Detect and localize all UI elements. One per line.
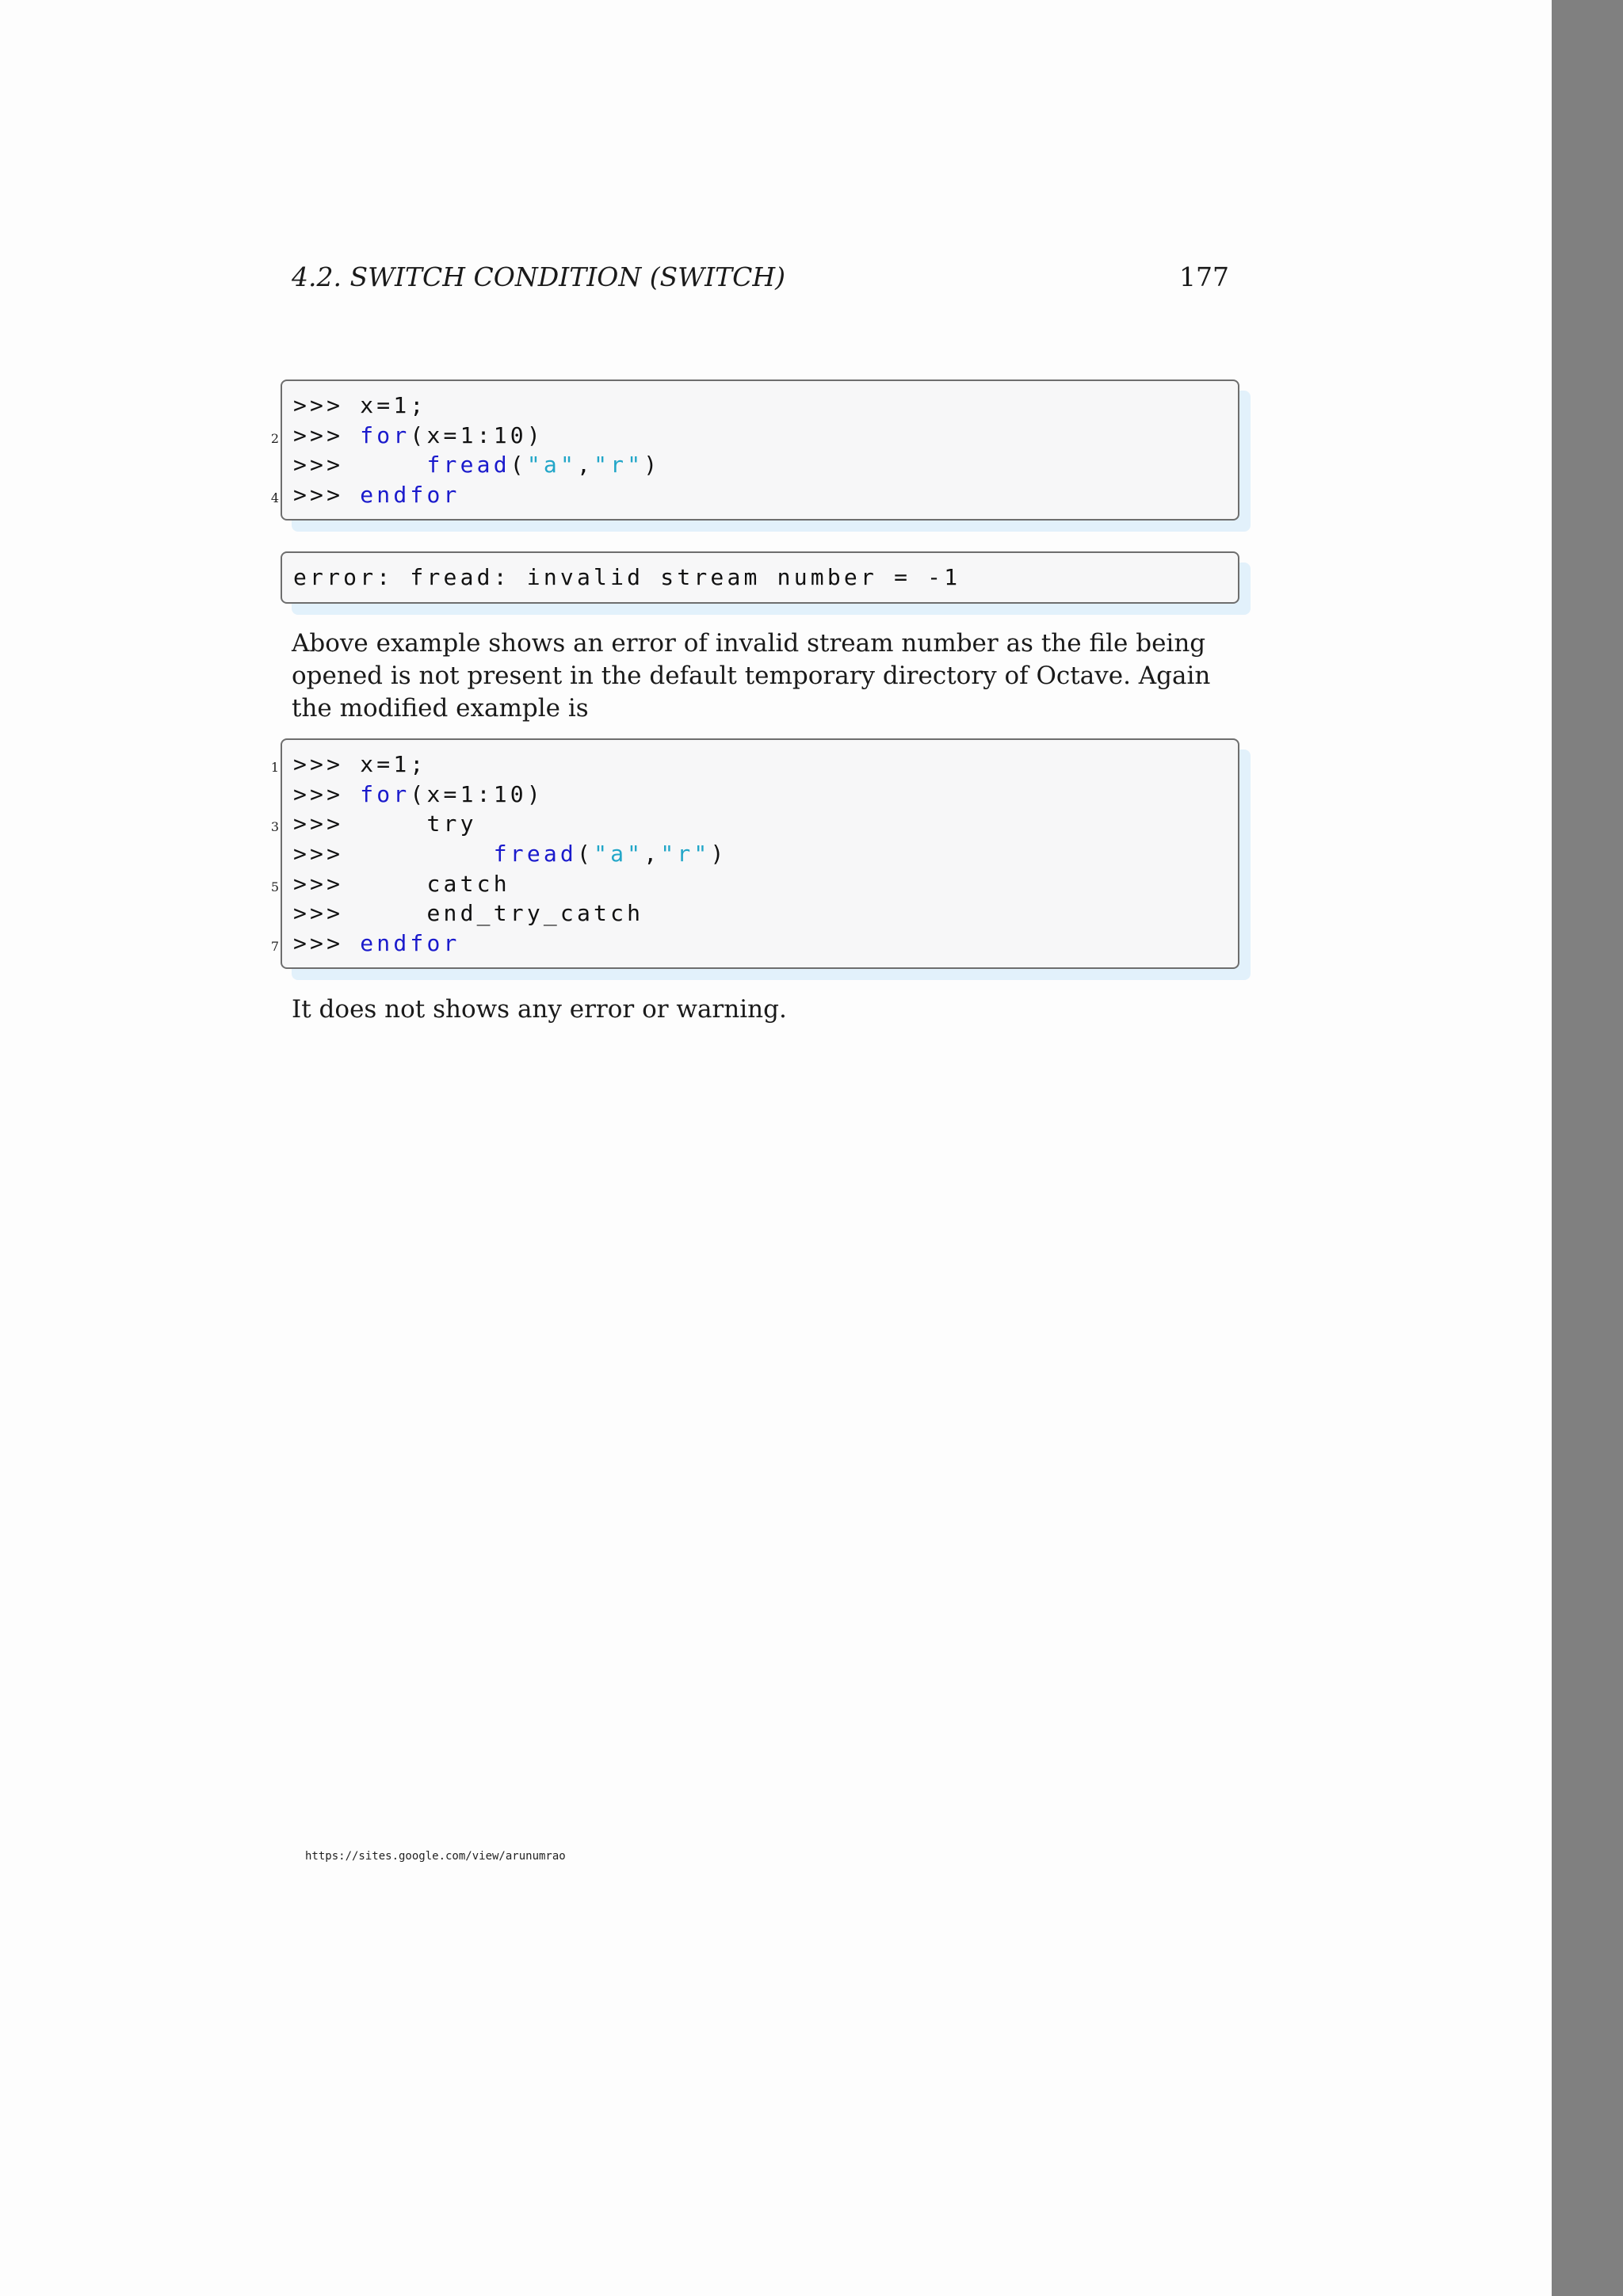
paragraph-conclusion: It does not shows any error or warning. — [292, 995, 787, 1024]
code-line — [293, 780, 727, 810]
prompt: >>> — [293, 810, 427, 837]
code-text: catch — [426, 870, 510, 897]
code-text: ) — [710, 841, 727, 868]
prompt: >>> — [293, 870, 427, 897]
code-line — [293, 391, 660, 421]
code-text: , — [577, 452, 594, 479]
code-keyword: fread — [426, 452, 510, 479]
prompt: >>> — [293, 841, 494, 868]
code-string: "a" — [526, 452, 578, 479]
output-box — [281, 551, 1239, 604]
line-number: 1 — [270, 760, 279, 775]
code-text: try — [426, 810, 477, 837]
code-keyword: endfor — [360, 930, 460, 957]
code-text: end_try_catch — [426, 900, 644, 927]
code-text: ( — [510, 452, 527, 479]
footer-url[interactable]: https://sites.google.com/view/arunumrao — [305, 1850, 566, 1863]
paragraph-explanation: Above example shows an error of invalid stream number as the file being opened is not present in the default temporary directory of Octave. Again the modified example is — [292, 629, 1211, 723]
code-line — [270, 929, 727, 959]
prompt: >>> — [293, 930, 361, 957]
code-line — [270, 421, 660, 451]
prompt: >>> — [293, 392, 361, 418]
code-text: (x=1:10) — [410, 421, 544, 448]
code-listing-2 — [270, 738, 1239, 969]
code-line — [293, 898, 727, 929]
running-header — [292, 261, 1229, 298]
viewer-side-gutter — [1552, 0, 1623, 2296]
line-number: 5 — [270, 879, 279, 894]
code-line — [270, 749, 727, 780]
code-lines — [270, 391, 661, 510]
prompt: >>> — [293, 780, 361, 807]
code-line — [270, 480, 660, 510]
code-text: x=1; — [360, 751, 427, 777]
code-line — [293, 839, 727, 869]
code-string: "r" — [660, 841, 711, 868]
code-keyword: fread — [493, 841, 577, 868]
line-number: 2 — [270, 430, 279, 446]
code-string: "a" — [594, 841, 644, 868]
prompt: >>> — [293, 482, 361, 509]
line-number: 7 — [270, 939, 279, 955]
code-text: ) — [643, 452, 661, 479]
code-text: x=1; — [360, 392, 427, 418]
prompt: >>> — [293, 751, 361, 777]
code-text: , — [643, 841, 661, 868]
prompt: >>> — [293, 421, 361, 448]
code-line — [270, 809, 727, 839]
code-line — [270, 869, 727, 899]
code-text: ( — [577, 841, 594, 868]
line-number: 4 — [270, 490, 279, 506]
code-lines — [270, 749, 727, 959]
code-keyword: endfor — [360, 482, 460, 509]
code-listing-1 — [270, 379, 1239, 521]
error-output: error: fread: invalid stream number = -1 — [293, 564, 961, 590]
code-keyword: for — [360, 421, 411, 448]
prompt: >>> — [293, 900, 427, 927]
code-keyword: for — [360, 780, 411, 807]
code-line — [293, 450, 660, 480]
code-string: "r" — [594, 452, 644, 479]
line-number: 3 — [270, 819, 279, 835]
prompt: >>> — [293, 452, 427, 479]
code-text: (x=1:10) — [410, 780, 544, 807]
section-title: 4.2. SWITCH CONDITION (SWITCH) — [292, 261, 786, 292]
page-number: 177 — [1179, 261, 1229, 292]
